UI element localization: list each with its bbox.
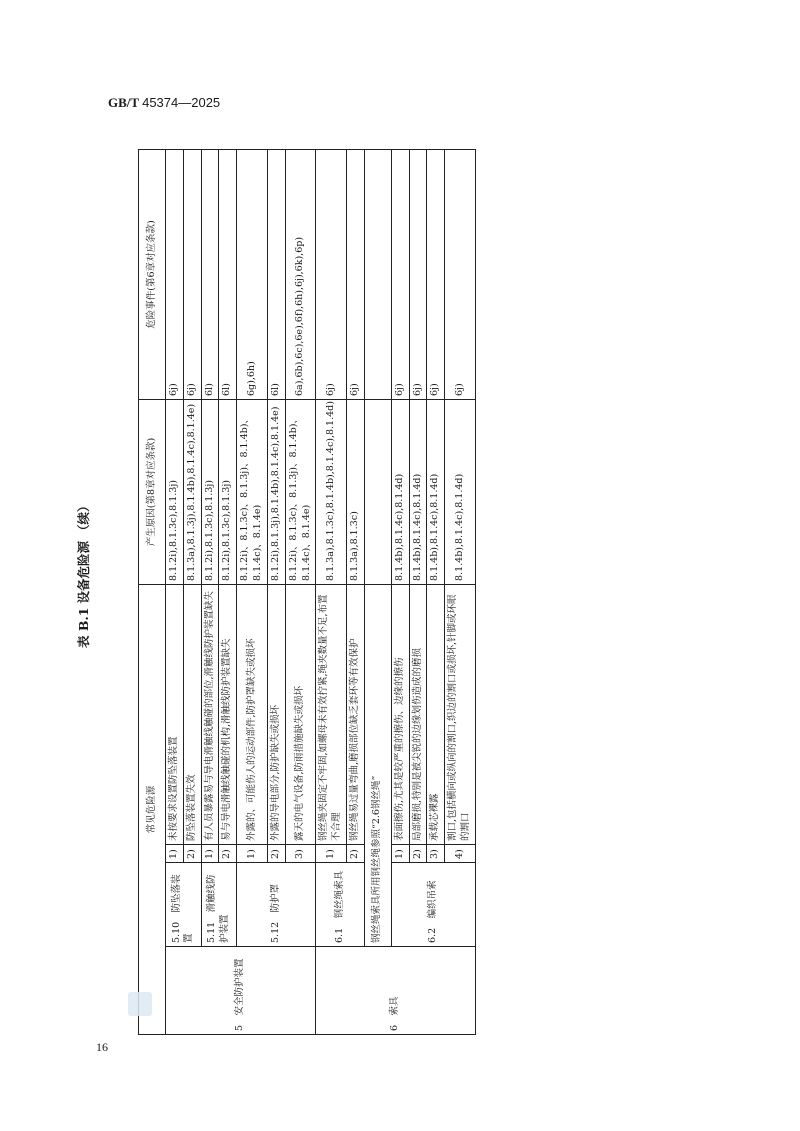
standard-header: [108, 95, 220, 111]
row-cause: 8.1.2i)、8.1.3c)、8.1.3j)、8.1.4b)、8.1.4c)、8.1.4e): [237, 399, 268, 584]
table-cont: （续）: [76, 499, 91, 538]
row-hazard: 外露的导电部分,防护缺失或损坏: [267, 584, 285, 844]
row-hazard: 防坠落装置失效: [183, 584, 201, 844]
subgroup-cell: 5.12 防护罩: [237, 863, 316, 947]
standard-code: GB/T: [108, 95, 139, 110]
row-event: 6l): [201, 149, 219, 399]
row-event: 6j): [391, 149, 409, 399]
row-cause: 8.1.2i)、8.1.3c)、8.1.3j)、8.1.4b)、8.1.4c)、8.1.4e): [285, 399, 316, 584]
row-num: 2): [409, 845, 427, 863]
row-hazard: 有人员暴露易与导电滑触线触碰的部位,滑触线防护装置缺失: [201, 584, 219, 844]
row-event: 6l): [219, 149, 237, 399]
row-event: 6j): [409, 149, 427, 399]
row-cause: 8.1.4b),8.1.4c),8.1.4d): [391, 399, 409, 584]
row-hazard: 未按要求设置防坠落装置: [166, 584, 184, 844]
subgroup-cell: 6.2 编织吊索: [391, 863, 475, 947]
table-title: [74, 499, 94, 650]
row-cause: 8.1.3a),8.1.3j),8.1.4b),8.1.4c),8.1.4e): [183, 399, 201, 584]
row-event: 6g),6h): [237, 149, 268, 399]
row-cause: 8.1.2i),8.1.3c),8.1.3j): [219, 399, 237, 584]
table-row: [166, 149, 184, 1034]
col-header-event: 危险事件(第6章对应条款): [139, 149, 166, 399]
row-hazard: 易与导电滑触线触碰的机构,滑触线防护装置缺失: [219, 584, 237, 844]
row-event: 6j): [445, 149, 476, 399]
row-num: 1): [316, 845, 347, 863]
row-cause: 8.1.3a),8.1.3c),8.1.4b),8.1.4c),8.1.4d): [316, 399, 347, 584]
row-event: 6l): [267, 149, 285, 399]
row-num: 2): [346, 845, 364, 863]
row-num: 3): [285, 845, 316, 863]
row-cause: 8.1.2i),8.1.3c),8.1.3j): [201, 399, 219, 584]
hazard-table: [138, 149, 476, 1035]
row-num: 1): [201, 845, 219, 863]
row-hazard: 钢丝绳夹固定不牢固,如螺母未有效拧紧,绳夹数量不足,布置不合理: [316, 584, 347, 844]
row-cause: [364, 399, 391, 584]
row-hazard: 表面擦伤,尤其是较严重的擦伤、边缘的擦伤: [391, 584, 409, 844]
group-cell: 6 索具: [316, 947, 476, 1035]
row-num: 1): [391, 845, 409, 863]
col-header-hazard: 常见危险源: [139, 584, 166, 1034]
row-num: 2): [267, 845, 285, 863]
table-row: [391, 149, 409, 1034]
row-cause: 8.1.3a),8.1.3c): [346, 399, 364, 584]
row-hazard: 局部磨损,特别是被尖锐的边缘划伤造成的磨损: [409, 584, 427, 844]
watermark-logo: [128, 992, 152, 1016]
row-note: 钢丝绳索具所用钢丝绳参照“2.6钢丝绳”: [364, 584, 391, 946]
row-num: 2): [219, 845, 237, 863]
col-header-cause: 产生原因(第8章对应条款): [139, 399, 166, 584]
table-name: 设备危险源: [76, 541, 91, 604]
row-hazard: 露天的电气设备,防雨措施缺失或损坏: [285, 584, 316, 844]
row-event: [364, 149, 391, 399]
row-num: 3): [427, 845, 445, 863]
table-row: [364, 149, 391, 1034]
row-num: 4): [445, 845, 476, 863]
row-event: 6j): [427, 149, 445, 399]
row-num: 1): [237, 845, 268, 863]
table-label: 表 B.1: [76, 607, 91, 648]
row-event: 6j): [346, 149, 364, 399]
row-cause: 8.1.4b),8.1.4c),8.1.4d): [427, 399, 445, 584]
subgroup-cell: 5.11 滑触线防护装置: [201, 863, 237, 947]
row-hazard: 承载芯裸露: [427, 584, 445, 844]
table-row: [201, 149, 219, 1034]
rotated-table-wrapper: [138, 150, 660, 1035]
standard-number: 45374—2025: [142, 95, 221, 110]
row-event: 6j): [166, 149, 184, 399]
row-event: 6a),6b),6c),6e),6f),6h),6j),6k),6p): [285, 149, 316, 399]
row-cause: 8.1.2i),8.1.3c),8.1.3j): [166, 399, 184, 584]
row-hazard: 外露的、可能伤人的运动部件,防护罩缺失或损坏: [237, 584, 268, 844]
row-hazard: 钢丝绳易过量弯曲,磨损部位缺乏套环等有效保护: [346, 584, 364, 844]
row-hazard: 割口,包括横向或纵向的割口,织边的割口或损坏,针脚或环眼的割口: [445, 584, 476, 844]
table-row: [316, 149, 347, 1034]
table-row: [237, 149, 268, 1034]
row-event: 6j): [183, 149, 201, 399]
row-cause: 8.1.2i),8.1.3j),8.1.4b),8.1.4c),8.1.4e): [267, 399, 285, 584]
page-number: 16: [96, 1040, 108, 1054]
row-event: 6j): [316, 149, 347, 399]
subgroup-cell: 5.10 防坠落装置: [166, 863, 202, 947]
row-cause: 8.1.4b),8.1.4c),8.1.4d): [409, 399, 427, 584]
row-num: 2): [183, 845, 201, 863]
row-cause: 8.1.4b),8.1.4c),8.1.4d): [445, 399, 476, 584]
group-cell: 5 安全防护装置: [166, 947, 316, 1035]
row-num: 1): [166, 845, 184, 863]
subgroup-cell: 6.1 钢丝绳索具: [316, 863, 364, 947]
